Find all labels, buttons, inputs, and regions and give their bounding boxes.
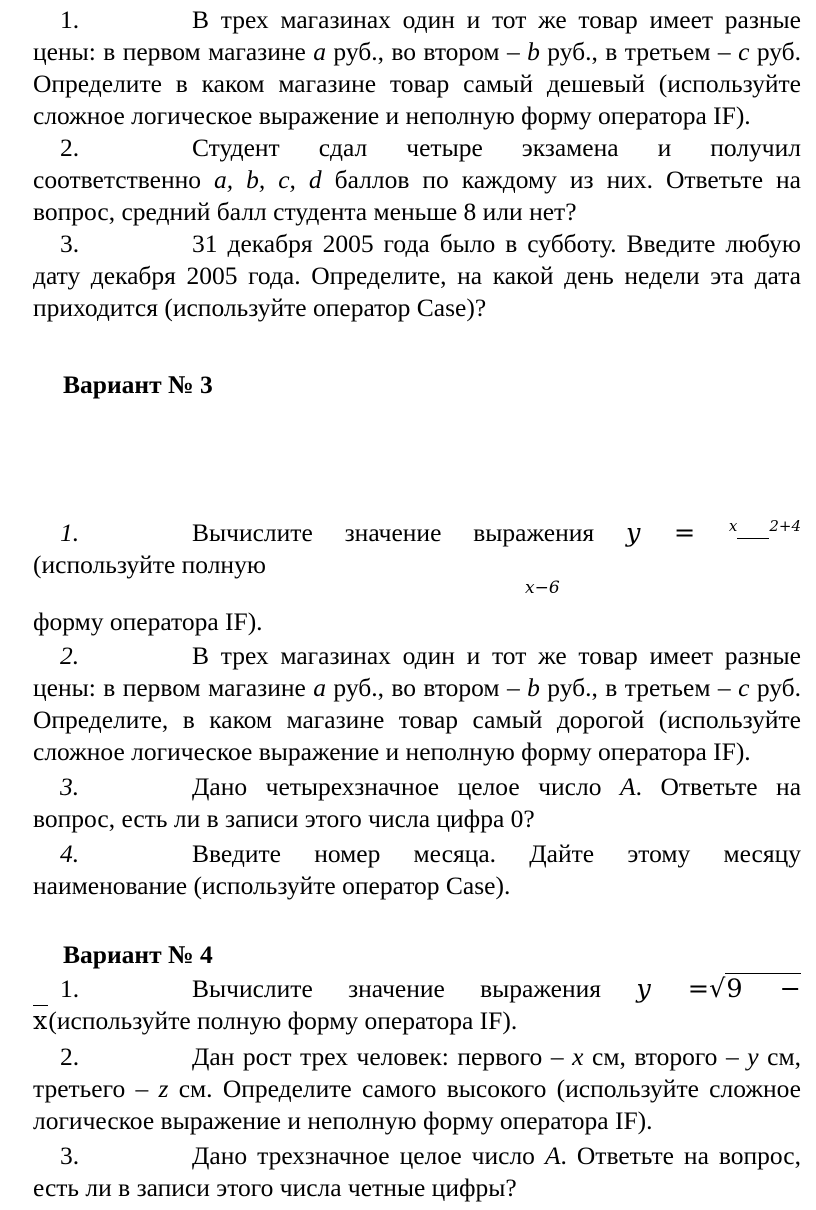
task-v3-1: 1. Вычислите значение выражения y = $^x$ $^{2+4}$ (используйте полную [33,517,802,579]
variable-a: a [313,673,327,702]
formula: y =√9 − x [33,974,801,1036]
task-a2: 2. Студент сдал четыре экзамена и получил соответственно a, b, c, d баллов по каждому из них. Ответьте на вопрос, средний балл студента меньше 8 или нет? [33,133,801,226]
task-number: 3. [60,1141,80,1170]
task-number: 2. [60,1042,80,1071]
task-a3: 3. 31 декабря 2005 года было в субботу. Введите любую дату декабря 2005 года. Определите, на какой день недели эта дата приходится (используйте оператор Case)? [33,229,801,322]
variant3-heading: Вариант № 3 [63,370,213,399]
task-number: 1. [60,5,80,34]
variable-b: b [527,37,540,66]
formula-denominator: x−6 [525,578,560,598]
task-number: 1. [60,518,80,547]
task-v3-4: 4. Введите номер месяца. Дайте этому месяцу наименование (используйте оператор Case). [33,839,801,900]
sqrt-sign: √ [709,974,726,1004]
variable-a: a [313,37,327,66]
variable-A: A [544,1141,561,1170]
variable-z: z [158,1074,169,1103]
variant4-heading: Вариант № 4 [63,940,213,969]
formula: y = $^x$ $^{2+4}$ [625,517,802,548]
task-number: 3. [60,772,80,801]
task-v4-1: 1. Вычислите значение выражения y =√9 − x(используйте полную форму оператора IF). [33,974,801,1036]
task-v3-1-cont: форму оператора IF). [33,607,263,636]
variable-b: b [527,673,540,702]
task-v4-3: 3. Дано трехзначное целое число A. Ответьте на вопрос, есть ли в записи этого числа четные цифры? [33,1141,801,1202]
task-number: 2. [60,641,80,670]
task-number: 4. [60,839,80,868]
variable-c: c [738,37,750,66]
task-a1: 1. В трех магазинах один и тот же товар имеет разные цены: в первом магазине a руб., во втором – b руб., в третьем – c руб. Определите в каком магазине товар самый дешевый (используйте сложное логическое выражение и неполную форму оператора IF). [33,5,801,130]
task-number: 3. [60,229,80,258]
variable-A: A [620,772,636,801]
variable-x: x [572,1042,584,1071]
task-number: 2. [60,133,80,162]
task-v4-2: 2. Дан рост трех человек: первого – x см, второго – y см, третьего – z см. Определите самого высокого (используйте сложное логическое выражение и неполную форму оператора IF). [33,1042,801,1135]
task-v3-2: 2. В трех магазинах один и тот же товар имеет разные цены: в первом магазине a руб., во втором – b руб., в третьем – c руб. Определите, в каком магазине товар самый дорогой (используйте сложное логическое выражение и неполную форму оператора IF). [33,641,801,766]
task-v3-3: 3. Дано четырехзначное целое число A. Ответьте на вопрос, есть ли в записи этого числа цифра 0? [33,772,802,833]
variable-y: y [747,1042,759,1071]
sqrt-body: 9 − x [33,974,801,1036]
variables-abcd: a, b, c, d [214,165,322,194]
fraction-bar [737,524,769,539]
task-number: 1. [60,974,80,1003]
variable-c: c [738,673,750,702]
